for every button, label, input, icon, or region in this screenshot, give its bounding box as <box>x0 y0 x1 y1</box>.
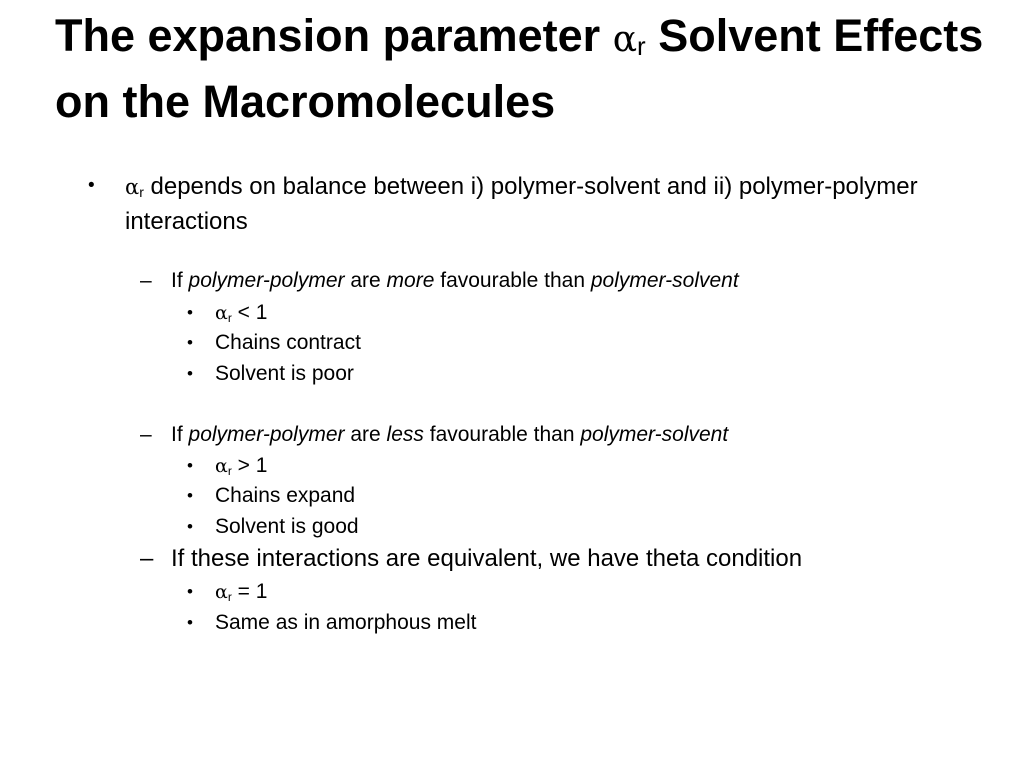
alpha-symbol: α <box>125 175 140 199</box>
case-comparative: less <box>386 423 424 446</box>
point-alpha-less-than-one <box>215 300 267 331</box>
case-text: favourable than <box>423 423 581 446</box>
alpha-symbol: α <box>215 455 228 477</box>
case-text: are <box>344 423 387 446</box>
point-chains-contract: Chains contract <box>215 331 361 354</box>
main-point-bullet: • <box>88 175 95 196</box>
case-less-favourable <box>171 422 728 448</box>
point-text: = 1 <box>231 580 268 603</box>
point-solvent-poor: Solvent is poor <box>215 362 354 385</box>
case-term: polymer-polymer <box>188 269 345 292</box>
point-bullet: • <box>187 364 193 383</box>
title-text-start: The expansion parameter <box>55 10 613 61</box>
case-dash: – <box>140 545 154 572</box>
case-text: If <box>171 423 189 446</box>
alpha-subscript: r <box>227 311 232 325</box>
point-bullet: • <box>187 486 193 505</box>
point-chains-expand: Chains expand <box>215 484 356 507</box>
point-bullet: • <box>187 582 193 601</box>
point-bullet: • <box>187 517 193 536</box>
main-point <box>125 172 975 236</box>
point-bullet: • <box>187 456 193 475</box>
case-term: polymer-solvent <box>590 269 739 292</box>
case-dash: – <box>140 269 152 292</box>
point-bullet: • <box>187 613 193 632</box>
case-comparative: more <box>386 269 435 292</box>
point-bullet: • <box>187 333 193 352</box>
alpha-subscript: r <box>139 184 144 201</box>
alpha-subscript: r <box>637 31 646 61</box>
case-text: If <box>171 269 189 292</box>
case-more-favourable <box>171 268 739 294</box>
alpha-symbol: α <box>215 581 228 603</box>
slide-title <box>55 8 985 130</box>
case-term: polymer-polymer <box>188 423 345 446</box>
point-alpha-equals-one <box>215 579 267 610</box>
point-bullet: • <box>187 303 193 322</box>
main-point-text: depends on balance between i) polymer-solvent and ii) polymer-polymer interactions <box>125 173 918 236</box>
case-text: favourable than <box>434 269 591 292</box>
case-term: polymer-solvent <box>580 423 729 446</box>
alpha-symbol: α <box>215 302 228 324</box>
point-amorphous-melt: Same as in amorphous melt <box>215 611 477 634</box>
case-text: are <box>344 269 387 292</box>
alpha-subscript: r <box>227 464 232 478</box>
alpha-subscript: r <box>227 590 232 604</box>
point-text: > 1 <box>231 454 268 477</box>
case-dash: – <box>140 423 152 446</box>
case-theta-condition: If these interactions are equivalent, we have theta condition <box>171 545 803 572</box>
point-text: < 1 <box>231 301 268 324</box>
title-text-end: Solvent Effects on the Macromolecules <box>55 10 984 127</box>
alpha-symbol: α <box>612 19 638 60</box>
point-alpha-greater-than-one <box>215 453 267 484</box>
point-solvent-good: Solvent is good <box>215 515 359 538</box>
